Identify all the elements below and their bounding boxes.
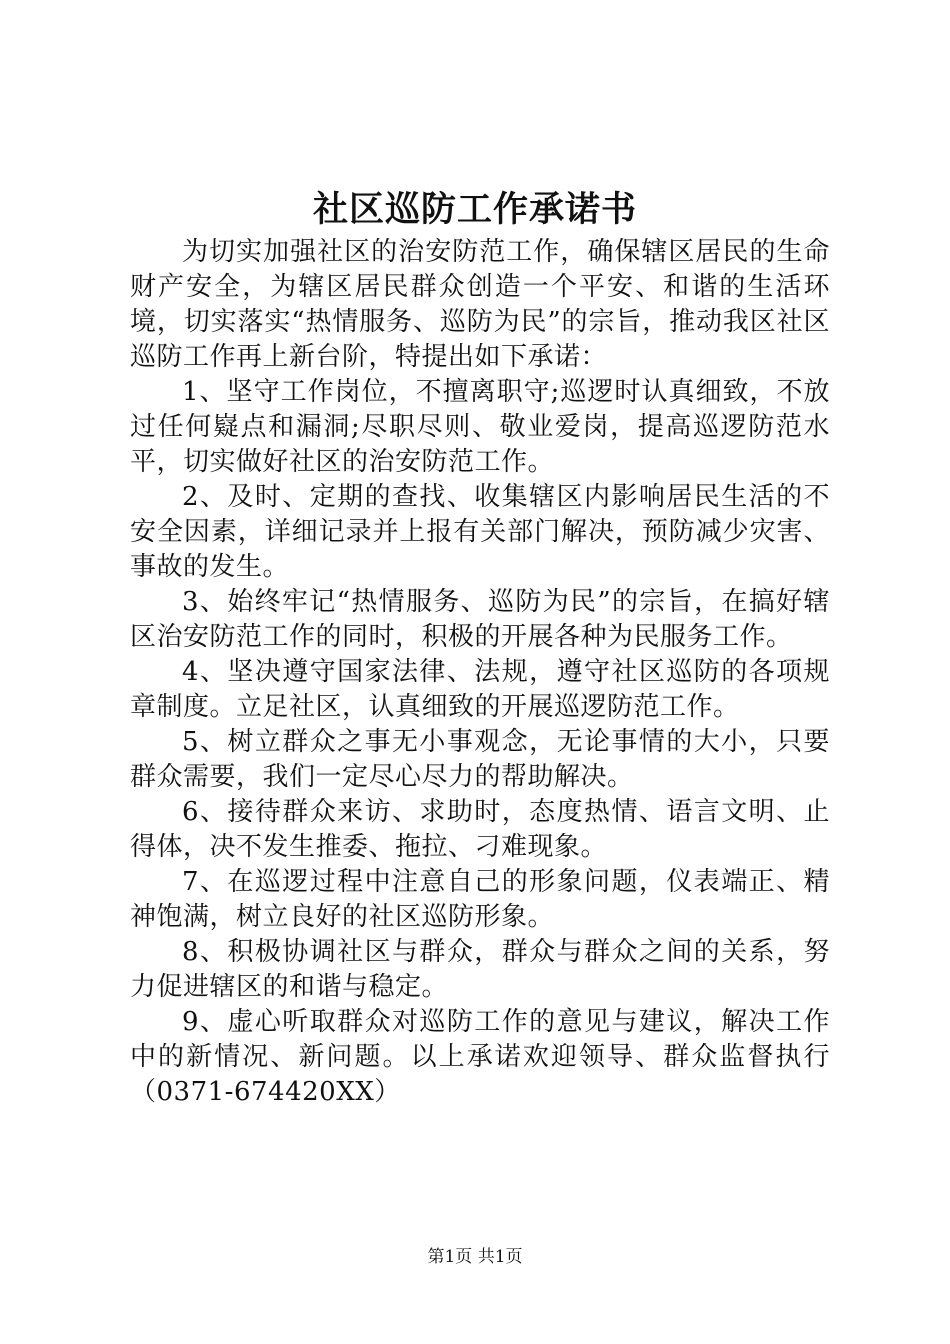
pledge-item-2: 2、及时、定期的查找、收集辖区内影响居民生活的不安全因素，详细记录并上报有关部门解决，预防减少灾害、事故的发生。 <box>130 482 830 582</box>
pledge-item-3: 3、始终牢记“热情服务、巡防为民”的宗旨，在搞好辖区治安防范工作的同时，积极的开展各种为民服务工作。 <box>130 587 830 652</box>
pledge-item-9: 9、虚心听取群众对巡防工作的意见与建议，解决工作中的新情况、新问题。以上承诺欢迎领导、群众监督执行（0371-674420XX） <box>130 1007 830 1107</box>
pledge-item-8: 8、积极协调社区与群众，群众与群众之间的关系，努力促进辖区的和谐与稳定。 <box>130 937 830 1002</box>
pledge-item-1: 1、坚守工作岗位，不擅离职守;巡逻时认真细致，不放过任何嶷点和漏洞;尽职尽则、敬业爱岗，提高巡逻防范水平，切实做好社区的治安防范工作。 <box>130 377 830 477</box>
intro-paragraph: 为切实加强社区的治安防范工作，确保辖区居民的生命财产安全，为辖区居民群众创造一个平安、和谐的生活环境，切实落实“热情服务、巡防为民”的宗旨，推动我区社区巡防工作再上新台阶，特提出如下承诺： <box>130 237 830 372</box>
pledge-item-4: 4、坚决遵守国家法律、法规，遵守社区巡防的各项规章制度。立足社区，认真细致的开展巡逻防范工作。 <box>130 657 830 722</box>
pledge-item-6: 6、接待群众来访、求助时，态度热情、语言文明、止得体，决不发生推委、拖拉、刁难现象。 <box>130 797 830 862</box>
pledge-item-7: 7、在巡逻过程中注意自己的形象问题，仪表端正、精神饱满，树立良好的社区巡防形象。 <box>130 867 830 932</box>
pledge-item-5: 5、树立群众之事无小事观念，无论事情的大小，只要群众需要，我们一定尽心尽力的帮助解决。 <box>130 727 830 792</box>
document-title: 社区巡防工作承诺书 <box>312 189 637 230</box>
page-number-footer: 第1页 共1页 <box>427 1247 523 1267</box>
document-body <box>130 235 830 1110</box>
